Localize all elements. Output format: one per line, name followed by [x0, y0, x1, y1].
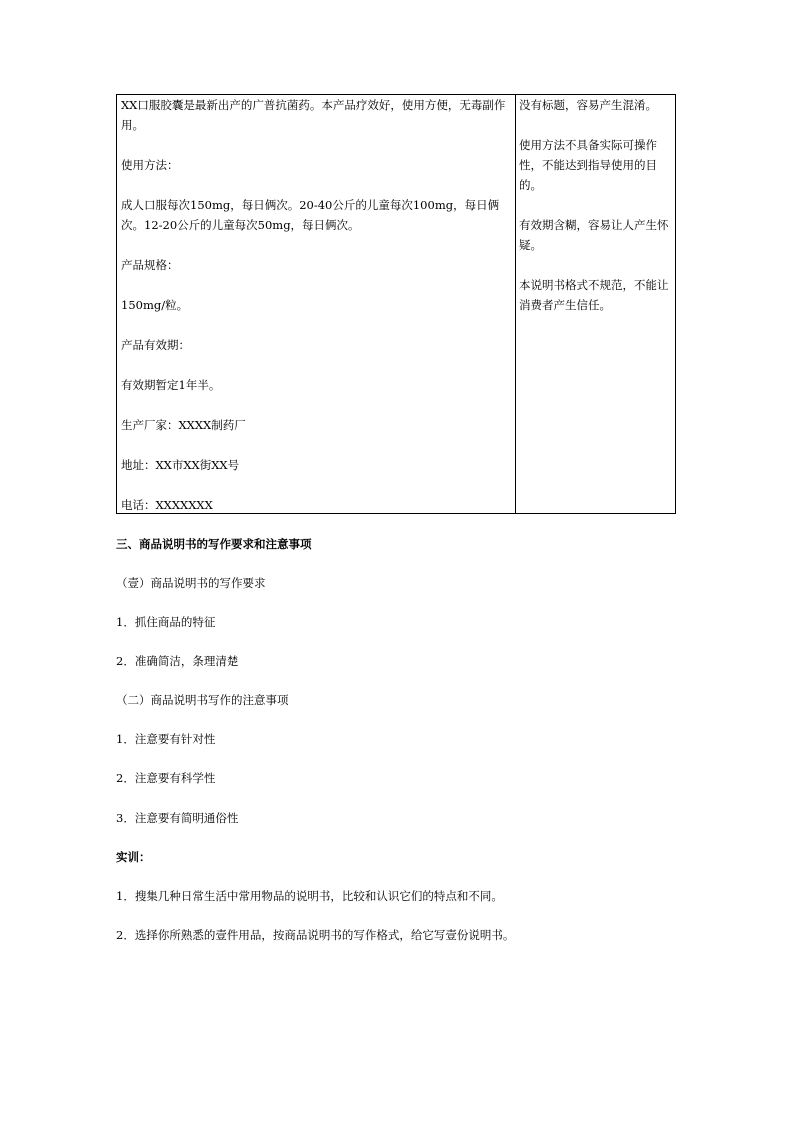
note-item: 1．注意要有针对性 — [116, 732, 216, 746]
usage-text: 成人口服每次150mg，每日俩次。20-40公斤的儿童每次100mg，每日俩次。12-20公斤的儿童每次50mg，每日俩次。 — [121, 198, 500, 232]
subheading-requirements: （壹）商品说明书的写作要求 — [116, 576, 266, 590]
requirement-item: 1．抓住商品的特征 — [116, 615, 216, 629]
comment-cell — [519, 95, 675, 315]
comment-title: 没有标题，容易产生混淆。 — [519, 98, 657, 112]
validity-label: 产品有效期： — [121, 338, 190, 352]
phone: 电话：XXXXXXX — [121, 498, 213, 512]
practice-item: 1．搜集几种日常生活中常用物品的说明书，比较和认识它们的特点和不同。 — [116, 889, 503, 903]
manual-text-cell — [121, 95, 511, 515]
column-divider — [515, 95, 516, 513]
product-intro: XX口服胶囊是最新出产的广普抗菌药。本产品疗效好，使用方便，无毒副作用。 — [121, 98, 506, 132]
validity-value: 有效期暂定1年半。 — [121, 378, 221, 392]
spec-label: 产品规格： — [121, 258, 179, 272]
practice-item: 2．选择你所熟悉的壹件用品，按商品说明书的写作格式，给它写壹份说明书。 — [116, 928, 515, 942]
subheading-notes: （二）商品说明书写作的注意事项 — [116, 693, 289, 707]
comment-validity: 有效期含糊，容易让人产生怀疑。 — [519, 218, 669, 252]
product-manual-table — [116, 94, 676, 514]
manufacturer: 生产厂家：XXXX制药厂 — [121, 418, 246, 432]
comment-usage: 使用方法不具备实际可操作性，不能达到指导使用的目的。 — [519, 138, 657, 192]
note-item: 3．注意要有简明通俗性 — [116, 811, 239, 825]
usage-label: 使用方法： — [121, 158, 179, 172]
note-item: 2．注意要有科学性 — [116, 771, 216, 785]
requirement-item: 2．准确简洁，条理清楚 — [116, 654, 239, 668]
spec-value: 150mg/粒。 — [121, 298, 189, 312]
section-heading: 三、商品说明书的写作要求和注意事项 — [116, 537, 312, 551]
comment-format: 本说明书格式不规范，不能让消费者产生信任。 — [519, 278, 669, 312]
address: 地址：XX市XX街XX号 — [121, 458, 240, 472]
practice-heading: 实训： — [116, 850, 151, 864]
